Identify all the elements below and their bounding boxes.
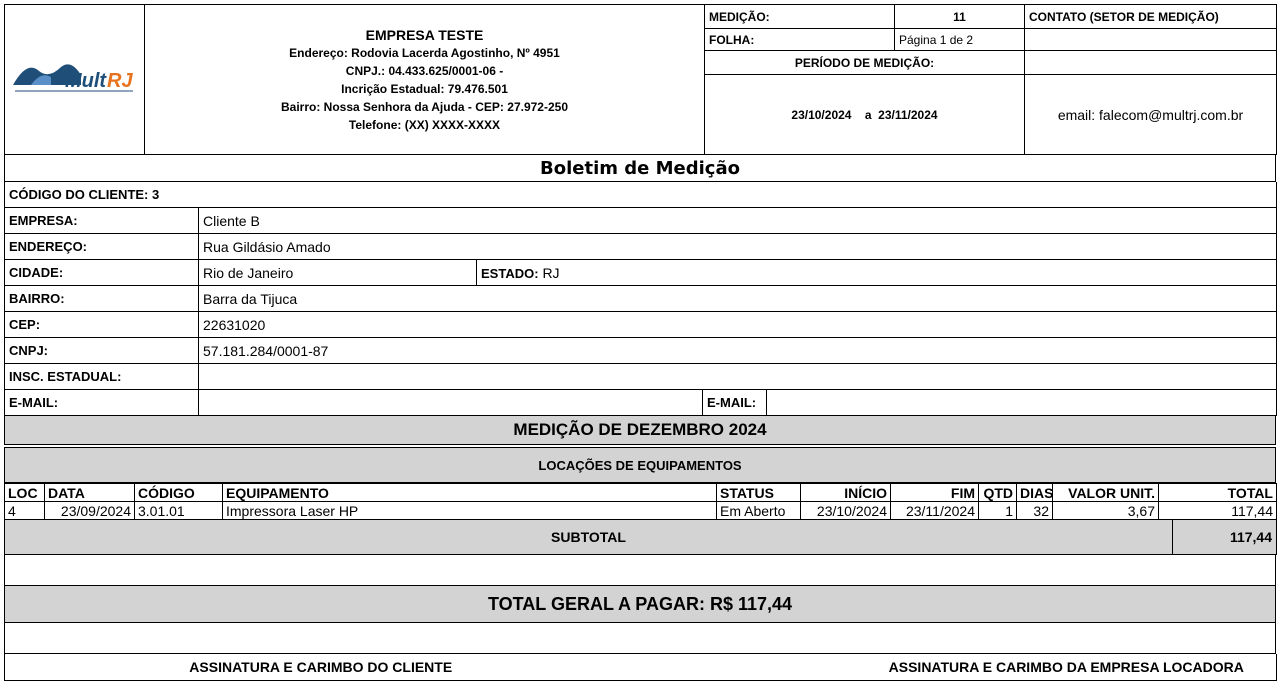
periodo-start: 23/10/2024: [791, 107, 852, 122]
estado-label: ESTADO:: [481, 265, 539, 281]
medicao-value: 11: [895, 5, 1025, 29]
title-table: [4, 155, 1276, 182]
measurement-bulletin: [4, 4, 1276, 681]
client-code: CÓDIGO DO CLIENTE: 3: [5, 182, 1277, 208]
periodo-range: [705, 75, 1025, 155]
page-title: Boletim de Medição: [5, 155, 1276, 182]
col-inicio: INÍCIO: [801, 484, 891, 502]
bairro-value: Barra da Tijuca: [199, 286, 1277, 312]
medicao-label: MEDIÇÃO:: [705, 5, 895, 29]
company-signature-label: ASSINATURA E CARIMBO DA EMPRESA LOCADORA: [641, 654, 1277, 681]
company-cnpj: CNPJ.: 04.433.625/0001-06 -: [345, 63, 504, 78]
cnpj-label: CNPJ:: [5, 338, 199, 364]
subtotal-value: 117,44: [1173, 520, 1277, 555]
cidade-label: CIDADE:: [5, 260, 199, 286]
cep-label: CEP:: [5, 312, 199, 338]
svg-text:RJ: RJ: [107, 70, 133, 92]
client-info-table: [4, 182, 1277, 416]
email2-label: E-MAIL:: [703, 390, 767, 416]
total-geral: TOTAL GERAL A PAGAR: R$ 117,44: [5, 586, 1276, 623]
company-state-reg: Incrição Estadual: 79.476.501: [341, 81, 508, 96]
header-table: [4, 4, 1277, 155]
empresa-label: EMPRESA:: [5, 208, 199, 234]
spacer-table-2: [4, 623, 1276, 654]
cell-dias: 32: [1017, 502, 1053, 520]
cell-data: 23/09/2024: [45, 502, 135, 520]
client-signature-label: ASSINATURA E CARIMBO DO CLIENTE: [5, 654, 641, 681]
col-total: TOTAL: [1159, 484, 1277, 502]
cell-equipamento: Impressora Laser HP: [223, 502, 717, 520]
rentals-header-row: [5, 484, 1277, 502]
bairro-label: BAIRRO:: [5, 286, 199, 312]
estado-value: RJ: [542, 264, 560, 281]
rentals-table: [4, 483, 1277, 520]
cell-codigo: 3.01.01: [135, 502, 223, 520]
cell-loc: 4: [5, 502, 45, 520]
cnpj-value: 57.181.284/0001-87: [199, 338, 1277, 364]
col-status: STATUS: [717, 484, 801, 502]
contato-email: email: falecom@multrj.com.br: [1025, 75, 1277, 155]
estado-cell: [477, 260, 1277, 286]
company-info: [145, 5, 705, 155]
endereco-label: ENDEREÇO:: [5, 234, 199, 260]
rentals-title-table: [4, 447, 1276, 483]
cidade-value: Rio de Janeiro: [199, 260, 477, 286]
multrj-logo: [5, 5, 145, 151]
empresa-value: Cliente B: [199, 208, 1277, 234]
cell-fim: 23/11/2024: [891, 502, 979, 520]
col-data: DATA: [45, 484, 135, 502]
company-address: Endereço: Rodovia Lacerda Agostinho, Nº 4951: [289, 45, 560, 60]
col-valor: VALOR UNIT.: [1053, 484, 1159, 502]
contato-label: CONTATO (SETOR DE MEDIÇÃO): [1025, 5, 1277, 29]
endereco-value: Rua Gildásio Amado: [199, 234, 1277, 260]
col-codigo: CÓDIGO: [135, 484, 223, 502]
subtotal-label: SUBTOTAL: [5, 520, 1173, 555]
email-value: [199, 390, 703, 416]
folha-value: Página 1 de 2: [895, 29, 1025, 51]
logo-cell: [5, 5, 145, 155]
email2-value: [767, 390, 1277, 416]
rentals-title: LOCAÇÕES DE EQUIPAMENTOS: [5, 448, 1276, 483]
svg-text:Mult: Mult: [65, 70, 107, 92]
email-label: E-MAIL:: [5, 390, 199, 416]
cell-qtd: 1: [979, 502, 1017, 520]
col-qtd: QTD: [979, 484, 1017, 502]
month-table: [4, 416, 1276, 445]
cell-valor: 3,67: [1053, 502, 1159, 520]
cep-value: 22631020: [199, 312, 1277, 338]
signature-table: [4, 654, 1277, 681]
folha-label: FOLHA:: [705, 29, 895, 51]
month-title: MEDIÇÃO DE DEZEMBRO 2024: [5, 416, 1276, 445]
periodo-sep: a: [864, 107, 872, 122]
total-table: [4, 586, 1276, 623]
cell-status: Em Aberto: [717, 502, 801, 520]
col-equipamento: EQUIPAMENTO: [223, 484, 717, 502]
company-phone: Telefone: (XX) XXXX-XXXX: [348, 117, 501, 132]
periodo-end: 23/11/2024: [878, 107, 938, 122]
periodo-label: PERÍODO DE MEDIÇÃO:: [705, 51, 1025, 75]
col-loc: LOC: [5, 484, 45, 502]
cell-inicio: 23/10/2024: [801, 502, 891, 520]
table-row: [5, 502, 1277, 520]
spacer-table: [4, 555, 1276, 586]
company-district: Bairro: Nossa Senhora da Ajuda - CEP: 27.972-250: [281, 99, 568, 114]
subtotal-table: [4, 520, 1277, 555]
col-dias: DIAS: [1017, 484, 1053, 502]
company-name: EMPRESA TESTE: [365, 26, 484, 43]
cell-total: 117,44: [1159, 502, 1277, 520]
col-fim: FIM: [891, 484, 979, 502]
insc-value: [199, 364, 1277, 390]
insc-label: INSC. ESTADUAL:: [5, 364, 199, 390]
